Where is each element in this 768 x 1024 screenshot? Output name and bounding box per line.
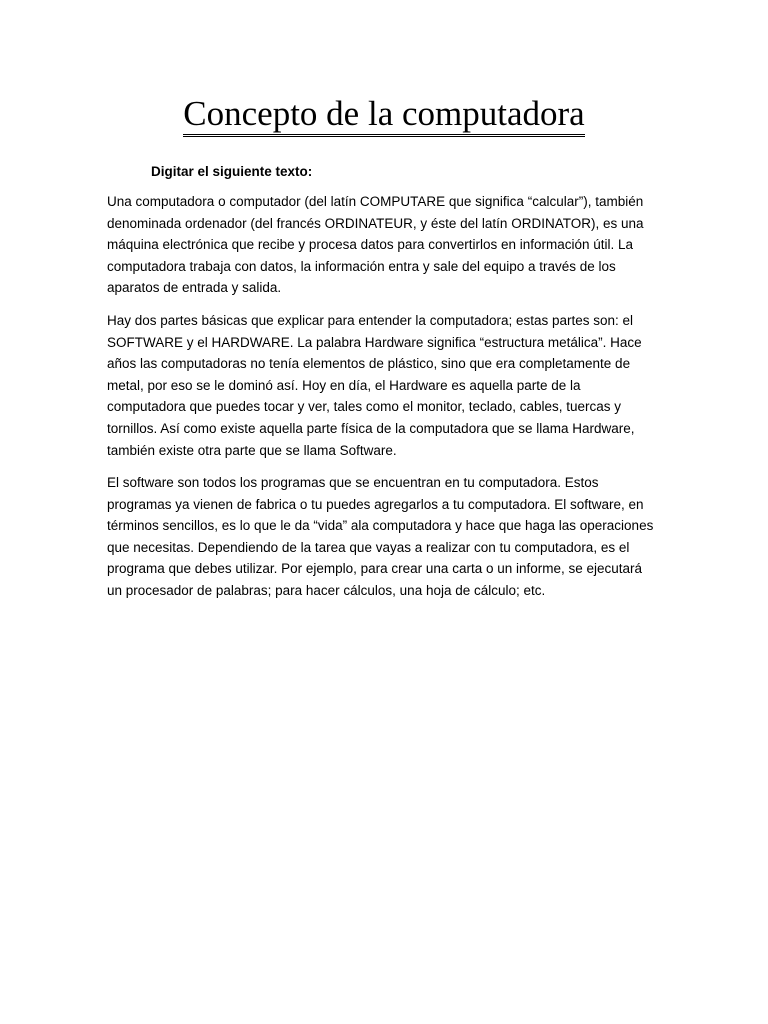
paragraph-line: metal, por eso se le dominó así. Hoy en día, el Hardware es aquella parte de la (107, 377, 581, 393)
paragraph-line: programa que debes utilizar. Por ejemplo, para crear una carta o un informe, se ejecutará (107, 561, 643, 577)
page-title-text: Concepto de la computadora (183, 94, 584, 137)
paragraph-line: El software son todos los programas que se encuentran en tu computadora. Estos (107, 475, 599, 490)
paragraph-line: programas ya vienen de fabrica o tu puedes agregarlos a tu computadora. El software, en (107, 496, 644, 512)
paragraph-line: computadora trabaja con datos, la información entra y sale del equipo a través de los (107, 258, 616, 274)
paragraph-line: máquina electrónica que recibe y procesa datos para convertirlos en información útil. La (107, 237, 634, 253)
instruction-text: Digitar el siguiente texto: (151, 164, 313, 179)
paragraph-line: computadora que puedes tocar y ver, tales como el monitor, teclado, cables, tuercas y (107, 399, 622, 415)
paragraph-line: aparatos de entrada y salida. (107, 280, 282, 296)
paragraph-line: también existe otra parte que se llama Software. (107, 442, 397, 458)
page-title (0, 92, 768, 137)
paragraph-2 (107, 310, 667, 461)
paragraph-line: SOFTWARE y el HARDWARE. La palabra Hardware significa “estructura metálica”. Hace (107, 334, 642, 350)
paragraph-line: denominada ordenador (del francés ORDINATEUR, y éste del latín ORDINATOR), es una (107, 215, 644, 231)
paragraph-line: años las computadoras no tenía elementos de plástico, sino que era completamente de (107, 356, 631, 372)
paragraph-3 (107, 472, 667, 602)
paragraph-1 (107, 191, 667, 299)
paragraph-line: que necesitas. Dependiendo de la tarea que vayas a realizar con tu computadora, es el (107, 539, 630, 555)
paragraph-line: términos sencillos, es lo que le da “vida” ala computadora y hace que haga las operaciones (107, 518, 654, 534)
paragraph-line: tornillos. Así como existe aquella parte física de la computadora que se llama Hardware, (107, 420, 635, 436)
paragraph-line: Hay dos partes básicas que explicar para entender la computadora; estas partes son: el (107, 313, 634, 328)
paragraph-line: Una computadora o computador (del latín COMPUTARE que significa “calcular”), también (107, 194, 644, 209)
paragraph-line: un procesador de palabras; para hacer cálculos, una hoja de cálculo; etc. (107, 582, 546, 598)
